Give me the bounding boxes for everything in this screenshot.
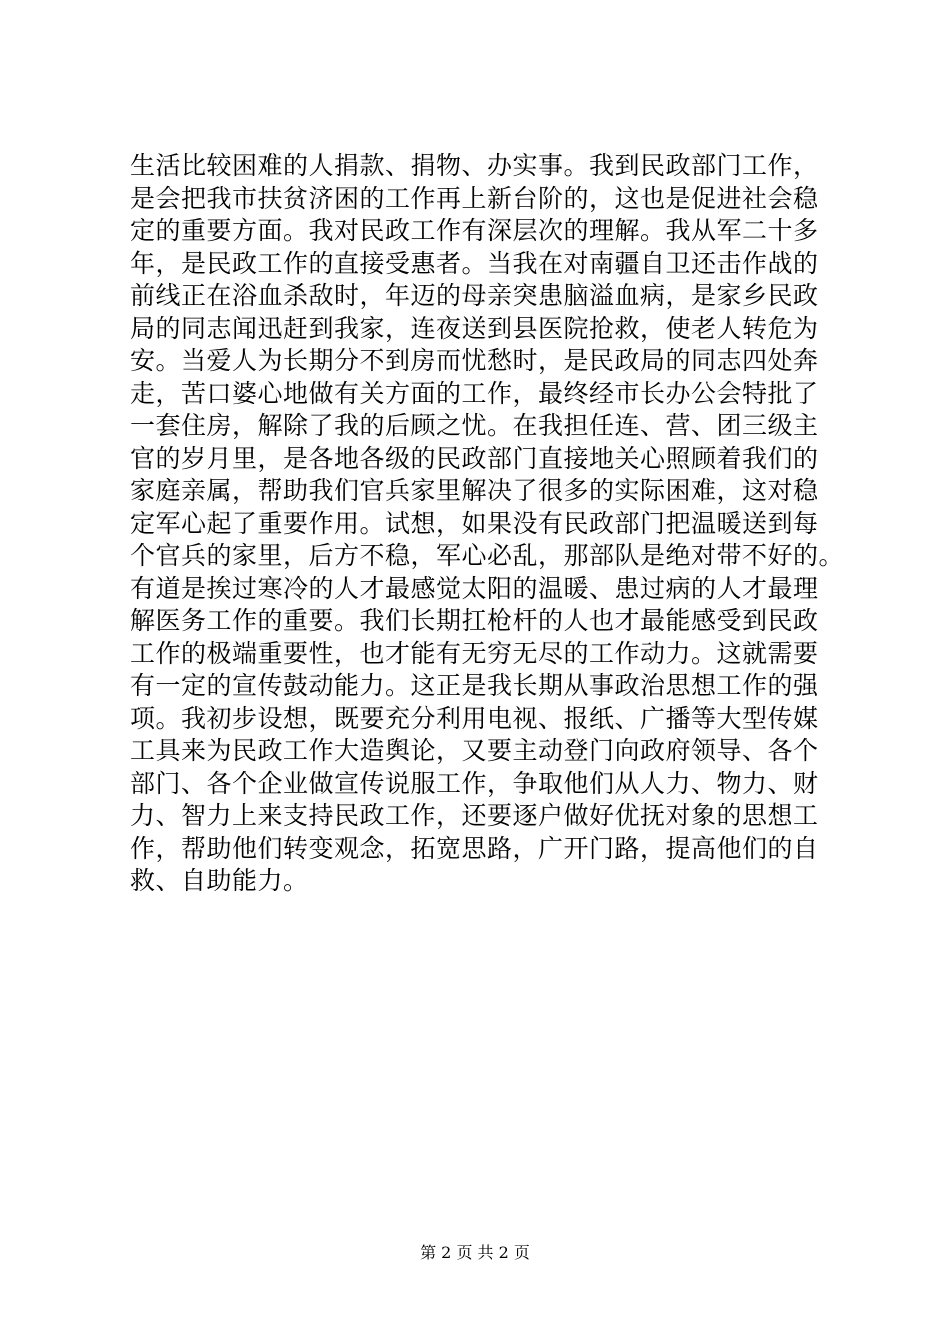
text-line: 前线正在浴血杀敌时，年迈的母亲突患脑溢血病，是家乡民政	[130, 281, 819, 310]
text-line: 有道是挨过寒冷的人才最感觉太阳的温暖、患过病的人才最理	[130, 573, 819, 603]
text-line: 官的岁月里，是各地各级的民政部门直接地关心照顾着我们的	[130, 443, 819, 473]
text-line: 救、自助能力。	[130, 866, 309, 895]
text-line: 部门、各个企业做宣传说服工作，争取他们从人力、物力、财	[130, 768, 819, 798]
text-line: 是会把我市扶贫济困的工作再上新台阶的，这也是促进社会稳	[130, 183, 819, 213]
text-line: 项。我初步设想，既要充分利用电视、报纸、广播等大型传媒	[130, 703, 819, 733]
text-line: 定军心起了重要作用。试想，如果没有民政部门把温暖送到每	[130, 508, 819, 538]
text-line: 力、智力上来支持民政工作，还要逐户做好优抚对象的思想工	[130, 801, 819, 830]
text-line: 一套住房，解除了我的后顾之忧。在我担任连、营、团三级主	[130, 411, 819, 440]
text-line: 家庭亲属，帮助我们官兵家里解决了很多的实际困难，这对稳	[130, 476, 819, 505]
text-line: 生活比较困难的人捐款、捐物、办实事。我到民政部门工作，	[130, 151, 819, 180]
text-line: 定的重要方面。我对民政工作有深层次的理解。我从军二十多	[130, 216, 819, 245]
text-line: 走，苦口婆心地做有关方面的工作，最终经市长办公会特批了	[130, 378, 819, 408]
text-line: 解医务工作的重要。我们长期扛枪杆的人也才最能感受到民政	[130, 606, 819, 635]
text-line: 局的同志闻迅赶到我家，连夜送到县医院抢救，使老人转危为	[130, 313, 819, 343]
text-line: 工作的极端重要性，也才能有无穷无尽的工作动力。这就需要	[130, 638, 819, 668]
text-line: 工具来为民政工作大造舆论，又要主动登门向政府领导、各个	[130, 736, 819, 765]
text-line: 安。当爱人为长期分不到房而忧愁时，是民政局的同志四处奔	[130, 346, 819, 375]
text-line: 有一定的宣传鼓动能力。这正是我长期从事政治思想工作的强	[130, 671, 819, 700]
text-line: 年，是民政工作的直接受惠者。当我在对南疆自卫还击作战的	[130, 248, 819, 278]
text-line: 个官兵的家里，后方不稳，军心必乱，那部队是绝对带不好的。	[130, 541, 845, 570]
page-number-footer: 第 2 页 共 2 页	[420, 1243, 530, 1262]
body-paragraph	[130, 150, 845, 898]
text-line: 作，帮助他们转变观念，拓宽思路，广开门路，提高他们的自	[130, 833, 819, 863]
